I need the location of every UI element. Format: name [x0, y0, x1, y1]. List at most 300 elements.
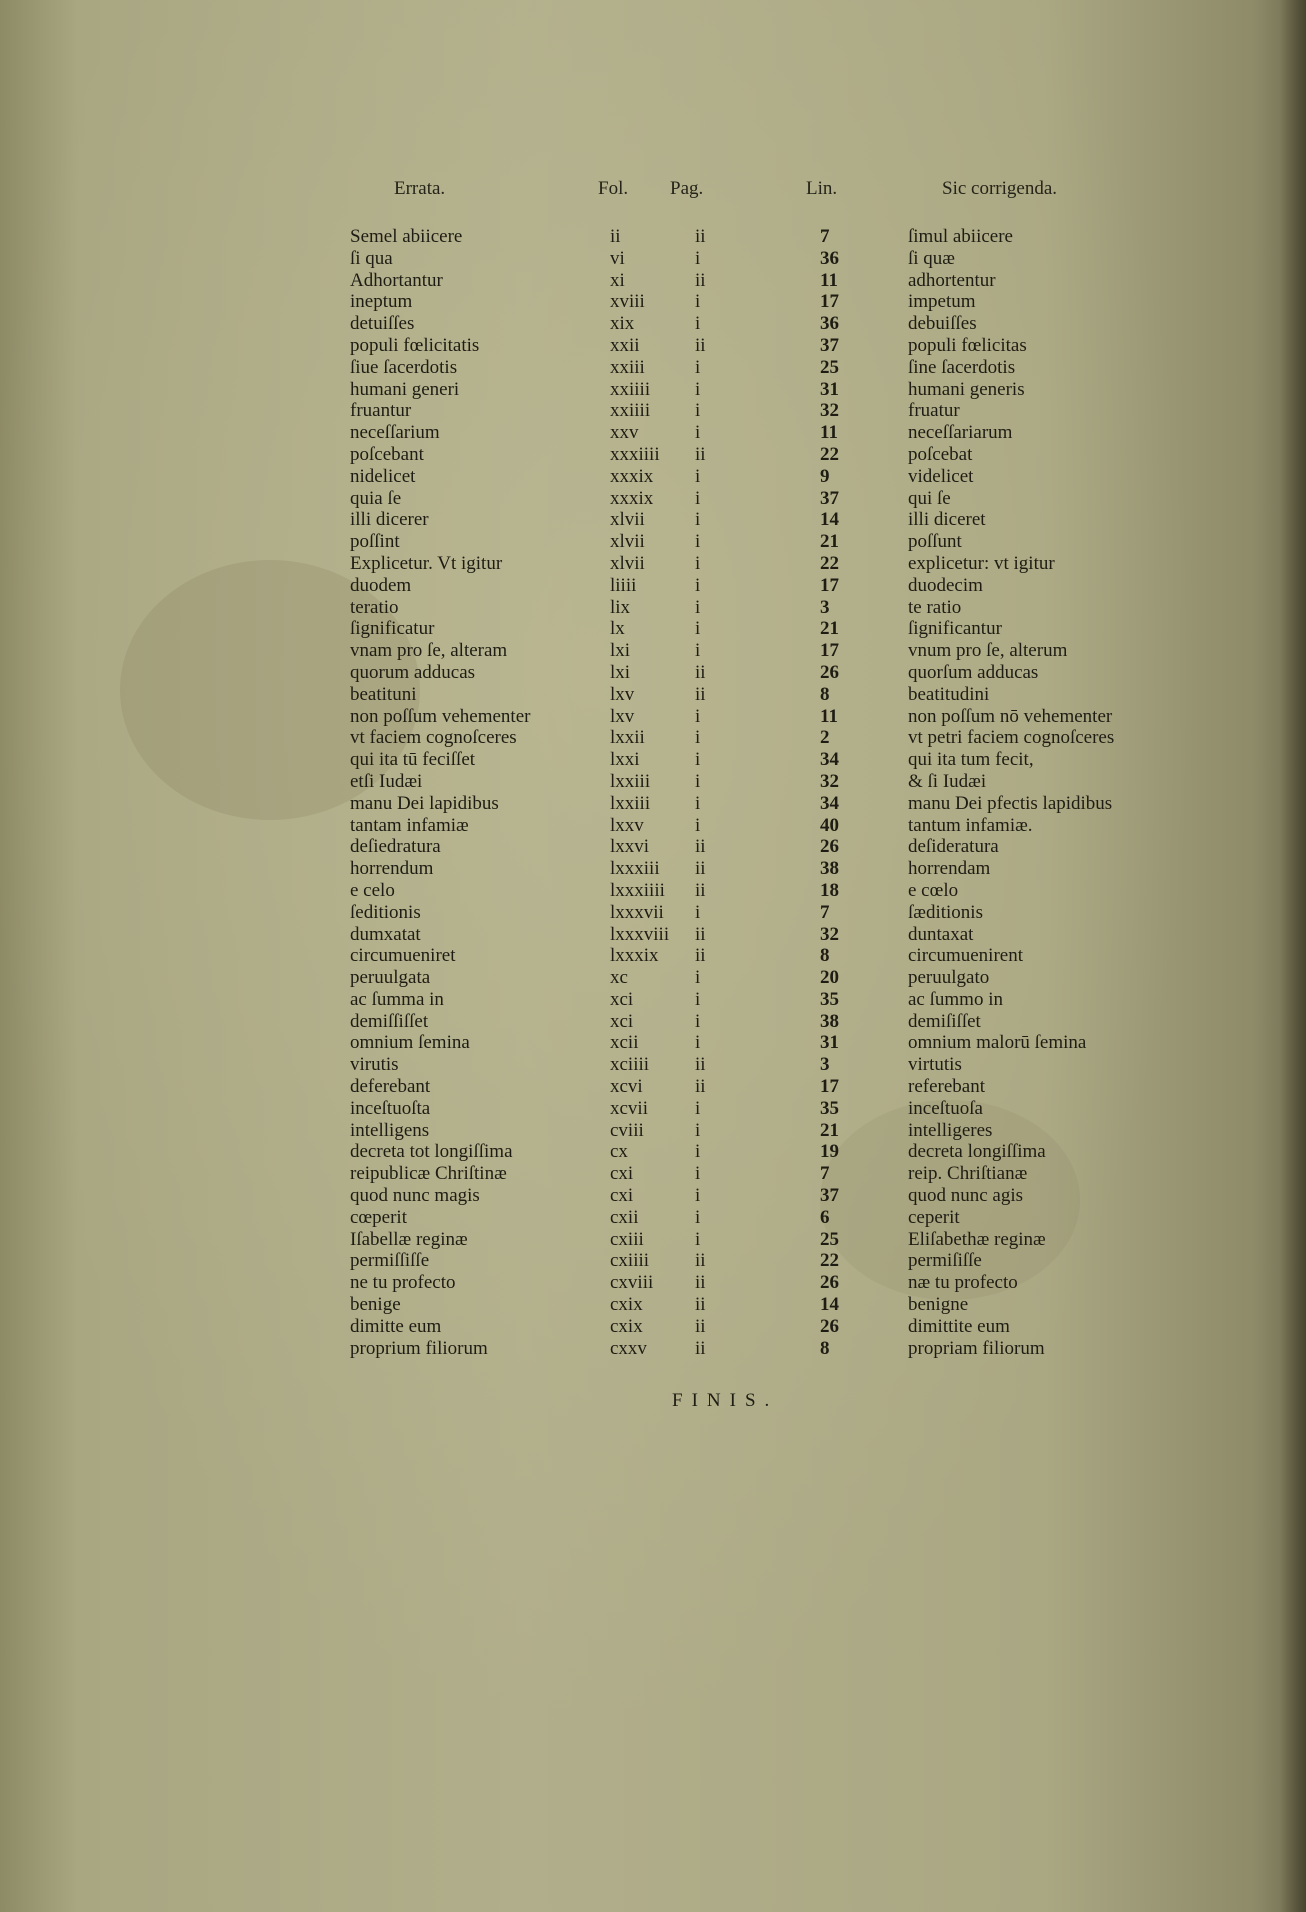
line-number: 26	[820, 1272, 839, 1294]
table-row	[0, 858, 1306, 880]
table-row	[0, 1163, 1306, 1185]
line-number: 25	[820, 1228, 839, 1250]
page-number: i	[695, 509, 701, 531]
errata-text: detuiſſes	[350, 313, 415, 335]
correction-text: explicetur: vt igitur	[908, 552, 1055, 574]
folio-number: vi	[610, 247, 625, 269]
page-number: ii	[695, 1076, 706, 1098]
line-number: 17	[820, 574, 839, 596]
correction-text: ſi quæ	[908, 247, 955, 269]
table-row	[0, 967, 1306, 989]
table-row	[0, 793, 1306, 815]
table-row	[0, 771, 1306, 793]
errata-text: nidelicet	[350, 465, 416, 487]
folio-number: lxxxiiii	[610, 879, 665, 901]
page-number: ii	[695, 226, 706, 247]
page-number: ii	[695, 443, 706, 465]
line-number: 7	[820, 901, 830, 923]
folio-number: cxix	[610, 1294, 643, 1316]
page-number: ii	[695, 1250, 706, 1272]
correction-text: illi diceret	[908, 509, 986, 531]
line-number: 19	[820, 1141, 839, 1163]
correction-text: debuiſſes	[908, 313, 977, 335]
correction-text: beatitudini	[908, 683, 990, 705]
errata-text: etſi Iudæi	[350, 770, 423, 792]
page-number: i	[695, 291, 701, 313]
line-number: 26	[820, 836, 839, 858]
table-row	[0, 509, 1306, 531]
errata-text: intelligens	[350, 1119, 430, 1141]
table-row	[0, 1032, 1306, 1054]
page-number: ii	[695, 1272, 706, 1294]
table-row	[0, 902, 1306, 924]
folio-number: lxi	[610, 661, 631, 683]
folio-number: cxiiii	[610, 1250, 650, 1272]
folio-number: xxxiiii	[610, 443, 660, 465]
line-number: 22	[820, 443, 839, 465]
errata-text: ac ſumma in	[350, 988, 444, 1010]
errata-text: benige	[350, 1294, 401, 1316]
table-row	[0, 1054, 1306, 1076]
table-row	[0, 1185, 1306, 1207]
correction-text: peruulgato	[908, 967, 990, 989]
correction-text: ſimul abiicere	[908, 226, 1013, 247]
folio-number: cxviii	[610, 1272, 654, 1294]
page-number: i	[695, 988, 701, 1010]
line-number: 8	[820, 945, 830, 967]
line-number: 22	[820, 552, 839, 574]
errata-text: humani generi	[350, 378, 460, 400]
errata-text: tantam infamiæ	[350, 814, 469, 836]
folio-number: lix	[610, 596, 631, 618]
page-number: i	[695, 814, 701, 836]
errata-table	[0, 226, 1306, 1359]
table-row	[0, 270, 1306, 292]
folio-number: lxxxiii	[610, 858, 660, 880]
line-number: 3	[820, 596, 830, 618]
line-number: 26	[820, 1315, 839, 1337]
table-row	[0, 1294, 1306, 1316]
errata-text: peruulgata	[350, 967, 431, 989]
errata-text: quod nunc magis	[350, 1185, 480, 1207]
correction-text: circumuenirent	[908, 945, 1024, 967]
folio-number: lxv	[610, 683, 635, 705]
page-number: ii	[695, 1315, 706, 1337]
table-row	[0, 618, 1306, 640]
line-number: 17	[820, 291, 839, 313]
errata-text: dumxatat	[350, 923, 421, 945]
page-number: i	[695, 1163, 701, 1185]
errata-text: circumueniret	[350, 945, 456, 967]
errata-text: ineptum	[350, 291, 413, 313]
correction-text: omnium malorū ſemina	[908, 1032, 1087, 1054]
line-number: 21	[820, 531, 839, 553]
table-row	[0, 1098, 1306, 1120]
folio-number: lxv	[610, 705, 635, 727]
line-number: 11	[820, 269, 838, 291]
line-number: 17	[820, 640, 839, 662]
errata-text: deferebant	[350, 1076, 431, 1098]
line-number: 2	[820, 727, 830, 749]
page-number: ii	[695, 858, 706, 880]
errata-text: decreta tot longiſſima	[350, 1141, 513, 1163]
correction-text: propriam filiorum	[908, 1337, 1045, 1359]
folio-number: cxi	[610, 1185, 634, 1207]
line-number: 14	[820, 1294, 839, 1316]
page-number: i	[695, 618, 701, 640]
page-number: i	[695, 1032, 701, 1054]
page-number: i	[695, 1141, 701, 1163]
errata-text: teratio	[350, 596, 399, 618]
table-row	[0, 1272, 1306, 1294]
folio-number: cxix	[610, 1315, 643, 1337]
errata-text: horrendum	[350, 858, 434, 880]
finis-text: FINIS.	[672, 1390, 779, 1411]
line-number: 38	[820, 858, 839, 880]
page-number: i	[695, 1185, 701, 1207]
table-row	[0, 1338, 1306, 1360]
errata-text: poſcebant	[350, 443, 424, 465]
correction-text: poſcebat	[908, 443, 973, 465]
folio-number: xlvii	[610, 531, 645, 553]
errata-text: Iſabellæ reginæ	[350, 1228, 468, 1250]
correction-text: fruatur	[908, 400, 960, 422]
page-number: i	[695, 400, 701, 422]
page-number: i	[695, 749, 701, 771]
table-row	[0, 575, 1306, 597]
errata-text: deſiedratura	[350, 836, 441, 858]
table-row	[0, 422, 1306, 444]
correction-text: videlicet	[908, 465, 974, 487]
line-number: 22	[820, 1250, 839, 1272]
page-number: i	[695, 640, 701, 662]
errata-text: populi fœlicitatis	[350, 334, 480, 356]
errata-text: Explicetur. Vt igitur	[350, 552, 503, 574]
page-number: ii	[695, 945, 706, 967]
folio-number: cxiii	[610, 1228, 644, 1250]
folio-number: lxxiii	[610, 770, 651, 792]
page-number: i	[695, 705, 701, 727]
errata-text: permiſſiſſe	[350, 1250, 430, 1272]
folio-number: xci	[610, 1010, 634, 1032]
table-row	[0, 466, 1306, 488]
folio-number: cviii	[610, 1119, 644, 1141]
correction-text: virtutis	[908, 1054, 962, 1076]
folio-number: lxxiii	[610, 792, 651, 814]
line-number: 34	[820, 749, 839, 771]
page-number: i	[695, 574, 701, 596]
table-row	[0, 924, 1306, 946]
folio-number: cx	[610, 1141, 628, 1163]
line-number: 21	[820, 1119, 839, 1141]
line-number: 6	[820, 1206, 830, 1228]
line-number: 32	[820, 400, 839, 422]
table-row	[0, 836, 1306, 858]
page-number: i	[695, 901, 701, 923]
page-number: i	[695, 487, 701, 509]
header-pag: Pag.	[670, 178, 704, 199]
table-row	[0, 553, 1306, 575]
errata-text: quorum adducas	[350, 661, 476, 683]
errata-text: omnium ſemina	[350, 1032, 470, 1054]
folio-number: xc	[610, 967, 628, 989]
folio-number: xxii	[610, 334, 640, 356]
folio-number: ii	[610, 226, 621, 247]
correction-text: & ſi Iudæi	[908, 770, 987, 792]
line-number: 37	[820, 1185, 839, 1207]
table-row	[0, 1011, 1306, 1033]
line-number: 36	[820, 247, 839, 269]
folio-number: xxiii	[610, 356, 645, 378]
correction-text: reip. Chriſtianæ	[908, 1163, 1028, 1185]
errata-text: quia ſe	[350, 487, 402, 509]
folio-number: xci	[610, 988, 634, 1010]
table-row	[0, 815, 1306, 837]
page-number: ii	[695, 683, 706, 705]
table-row	[0, 749, 1306, 771]
correction-text: non poſſum nō vehementer	[908, 705, 1113, 727]
line-number: 3	[820, 1054, 830, 1076]
line-number: 8	[820, 1337, 830, 1359]
table-row	[0, 291, 1306, 313]
line-number: 11	[820, 422, 838, 444]
errata-text: demiſſiſſet	[350, 1010, 429, 1032]
page-number: ii	[695, 923, 706, 945]
correction-text: permiſiſſe	[908, 1250, 982, 1272]
correction-text: vt petri faciem cognoſceres	[908, 727, 1115, 749]
correction-text: decreta longiſſima	[908, 1141, 1046, 1163]
errata-text: illi dicerer	[350, 509, 429, 531]
line-number: 7	[820, 1163, 830, 1185]
line-number: 21	[820, 618, 839, 640]
line-number: 25	[820, 356, 839, 378]
table-row	[0, 706, 1306, 728]
table-row	[0, 379, 1306, 401]
table-row	[0, 1250, 1306, 1272]
line-number: 14	[820, 509, 839, 531]
correction-text: Eliſabethæ reginæ	[908, 1228, 1046, 1250]
line-number: 35	[820, 1097, 839, 1119]
table-row	[0, 945, 1306, 967]
page-number: i	[695, 1010, 701, 1032]
correction-text: humani generis	[908, 378, 1025, 400]
correction-text: horrendam	[908, 858, 991, 880]
table-row	[0, 248, 1306, 270]
table-row	[0, 444, 1306, 466]
table-row	[0, 313, 1306, 335]
correction-text: deſideratura	[908, 836, 999, 858]
errata-text: reipublicæ Chriſtinæ	[350, 1163, 507, 1185]
page-number: ii	[695, 269, 706, 291]
line-number: 20	[820, 967, 839, 989]
correction-text: demiſiſſet	[908, 1010, 981, 1032]
correction-text: tantum infamiæ.	[908, 814, 1033, 836]
folio-number: xxiiii	[610, 400, 651, 422]
errata-text: vt faciem cognoſceres	[350, 727, 517, 749]
header-fol: Fol.	[598, 178, 629, 199]
errata-text: qui ita tū feciſſet	[350, 749, 476, 771]
folio-number: xviii	[610, 291, 645, 313]
correction-text: næ tu profecto	[908, 1272, 1018, 1294]
line-number: 32	[820, 923, 839, 945]
page-number: i	[695, 1206, 701, 1228]
table-row	[0, 335, 1306, 357]
page-number: ii	[695, 661, 706, 683]
correction-text: intelligeres	[908, 1119, 993, 1141]
folio-number: lx	[610, 618, 625, 640]
correction-text: manu Dei pfectis lapidibus	[908, 792, 1113, 814]
correction-text: benigne	[908, 1294, 969, 1316]
page-number: ii	[695, 334, 706, 356]
table-row	[0, 488, 1306, 510]
page-number: i	[695, 422, 701, 444]
folio-number: xciiii	[610, 1054, 650, 1076]
line-number: 11	[820, 705, 838, 727]
errata-text: vnam pro ſe, alteram	[350, 640, 508, 662]
line-number: 31	[820, 378, 839, 400]
errata-text: ſignificatur	[350, 618, 435, 640]
table-row	[0, 1229, 1306, 1251]
folio-number: lxxi	[610, 749, 640, 771]
page-number: ii	[695, 1054, 706, 1076]
table-row	[0, 640, 1306, 662]
page-number: ii	[695, 879, 706, 901]
correction-text: neceſſariarum	[908, 422, 1013, 444]
correction-text: quod nunc agis	[908, 1185, 1024, 1207]
folio-number: xxxix	[610, 465, 654, 487]
folio-number: lxi	[610, 640, 631, 662]
line-number: 8	[820, 683, 830, 705]
correction-text: impetum	[908, 291, 976, 313]
line-number: 9	[820, 465, 830, 487]
table-row	[0, 684, 1306, 706]
folio-number: lxxxvii	[610, 901, 664, 923]
line-number: 37	[820, 487, 839, 509]
page-number: ii	[695, 1294, 706, 1316]
errata-text: Adhortantur	[350, 269, 443, 291]
table-row	[0, 226, 1306, 248]
folio-number: xlvii	[610, 509, 645, 531]
correction-text: inceſtuoſa	[908, 1097, 983, 1119]
table-row	[0, 357, 1306, 379]
folio-number: liiii	[610, 574, 637, 596]
header-errata: Errata.	[394, 178, 446, 199]
errata-text: non poſſum vehementer	[350, 705, 531, 727]
line-number: 7	[820, 226, 830, 247]
folio-number: cxi	[610, 1163, 634, 1185]
line-number: 17	[820, 1076, 839, 1098]
page-number: i	[695, 1228, 701, 1250]
errata-text: cœperit	[350, 1206, 407, 1228]
correction-text: populi fœlicitas	[908, 334, 1027, 356]
table-row	[0, 1141, 1306, 1163]
correction-text: ſine ſacerdotis	[908, 356, 1016, 378]
correction-text: te ratio	[908, 596, 962, 618]
folio-number: xcvii	[610, 1097, 648, 1119]
table-row	[0, 880, 1306, 902]
errata-text: manu Dei lapidibus	[350, 792, 499, 814]
line-number: 34	[820, 792, 839, 814]
table-row	[0, 597, 1306, 619]
folio-number: xi	[610, 269, 625, 291]
page-number: i	[695, 552, 701, 574]
folio-number: cxii	[610, 1206, 639, 1228]
line-number: 38	[820, 1010, 839, 1032]
folio-number: lxxv	[610, 814, 644, 836]
correction-text: poſſunt	[908, 531, 962, 553]
correction-text: qui ita tum fecit,	[908, 749, 1034, 771]
folio-number: xxv	[610, 422, 639, 444]
errata-text: inceſtuoſta	[350, 1097, 431, 1119]
errata-text: neceſſarium	[350, 422, 440, 444]
folio-number: xcii	[610, 1032, 639, 1054]
correction-text: ac ſummo in	[908, 988, 1003, 1010]
line-number: 18	[820, 879, 839, 901]
page-number: i	[695, 967, 701, 989]
page-number: i	[695, 727, 701, 749]
errata-text: dimitte eum	[350, 1315, 442, 1337]
errata-text: e celo	[350, 879, 395, 901]
errata-text: duodem	[350, 574, 412, 596]
table-row	[0, 662, 1306, 684]
page-number: i	[695, 596, 701, 618]
header-lin: Lin.	[806, 178, 838, 199]
correction-text: ſignificantur	[908, 618, 1002, 640]
correction-text: dimittite eum	[908, 1315, 1010, 1337]
line-number: 37	[820, 334, 839, 356]
page-number: i	[695, 792, 701, 814]
table-row	[0, 989, 1306, 1011]
correction-text: duntaxat	[908, 923, 974, 945]
page-number: ii	[695, 836, 706, 858]
correction-text: e cœlo	[908, 879, 959, 901]
errata-text: ſi qua	[350, 247, 393, 269]
page-number: i	[695, 247, 701, 269]
correction-text: duodecim	[908, 574, 983, 596]
folio-number: lxxxviii	[610, 923, 670, 945]
folio-number: xcvi	[610, 1076, 643, 1098]
errata-text: proprium filiorum	[350, 1337, 488, 1359]
table-row	[0, 1120, 1306, 1142]
page-number: i	[695, 770, 701, 792]
page-number: ii	[695, 1337, 706, 1359]
page-number: i	[695, 1097, 701, 1119]
errata-text: Semel abiicere	[350, 226, 463, 247]
errata-text: virutis	[350, 1054, 399, 1076]
line-number: 31	[820, 1032, 839, 1054]
header-corrigenda: Sic corrigenda.	[942, 178, 1058, 199]
line-number: 36	[820, 313, 839, 335]
page-number: i	[695, 313, 701, 335]
correction-text: referebant	[908, 1076, 985, 1098]
table-row	[0, 1207, 1306, 1229]
folio-number: lxxii	[610, 727, 645, 749]
page-number: i	[695, 531, 701, 553]
table-row	[0, 727, 1306, 749]
correction-text: adhortentur	[908, 269, 996, 291]
correction-text: vnum pro ſe, alterum	[908, 640, 1068, 662]
table-row	[0, 1316, 1306, 1338]
line-number: 40	[820, 814, 839, 836]
correction-text: ſæditionis	[908, 901, 983, 923]
page-number: i	[695, 465, 701, 487]
line-number: 32	[820, 770, 839, 792]
line-number: 26	[820, 661, 839, 683]
table-row	[0, 400, 1306, 422]
page-number: i	[695, 356, 701, 378]
page-number: i	[695, 378, 701, 400]
errata-text: beatituni	[350, 683, 417, 705]
